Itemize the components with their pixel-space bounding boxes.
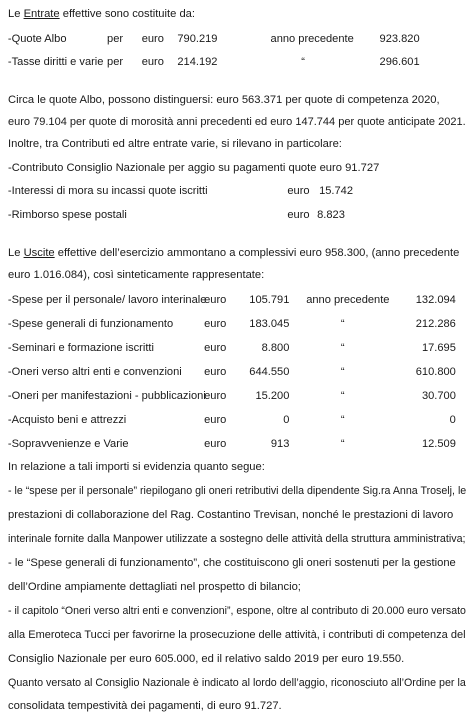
paragraph-line: Inoltre, tra Contributi ed altre entrate varie, si rilevano in particolare: — [8, 138, 342, 150]
entrate-row-prev-label: anno precedente — [270, 33, 354, 45]
paragraph-line: - le “Spese generali di funzionamento”, che costituiscono gli oneri sostenuti per la gestione — [8, 557, 456, 569]
uscite-row-euro: euro — [204, 414, 227, 426]
uscite-intro-line2: euro 1.016.084), così sinteticamente rappresentate: — [8, 269, 265, 281]
entrate-intro — [8, 7, 195, 21]
uscite-row — [0, 437, 466, 451]
uscite-row-label: -Acquisto beni e attrezzi — [7, 414, 127, 426]
uscite-intro-post: effettive dell’esercizio ammontano a complessivi euro 958.300, (anno precedente — [54, 247, 460, 259]
uscite-row-label: -Spese generali di funzionamento — [7, 318, 174, 330]
uscite-row-label: -Oneri verso altri enti e convenzioni — [7, 366, 182, 378]
paragraph-line: alla Emeroteca Tucci per favorirne la prosecuzione delle attività, i contributi di competenza del — [8, 629, 466, 641]
uscite-row-prev-value: 610.800 — [415, 366, 456, 378]
uscite-row — [0, 341, 466, 355]
uscite-row-euro: euro — [204, 438, 227, 450]
uscite-row-prev-value: 212.286 — [415, 318, 456, 330]
uscite-intro-pre: Le — [8, 247, 24, 259]
uscite-row-prev-label: “ — [340, 438, 345, 450]
entrate-row-value: 214.192 — [177, 56, 218, 68]
entrate-intro-post: effettive sono costituite da: — [59, 8, 196, 20]
entrate-row-euro: euro — [141, 33, 164, 45]
uscite-row-euro: euro — [204, 318, 227, 330]
entrate-row-value: 790.219 — [177, 33, 218, 45]
uscite-row — [0, 413, 466, 427]
uscite-row-prev-value: 0 — [449, 414, 456, 426]
entrate-row-per: per — [107, 33, 124, 45]
uscite-row-euro: euro — [204, 342, 227, 354]
uscite-row-prev-label: anno precedente — [306, 294, 390, 306]
entrate-row-prev-label: “ — [301, 56, 305, 68]
paragraph-line: - il capitolo “Oneri verso altri enti e convenzioni”, espone, oltre al contributo di 20.000 euro versato — [8, 605, 466, 617]
entrate-word: Entrate — [23, 8, 60, 20]
paragraph-line: euro 79.104 per quote di morosità anni precedenti ed euro 147.744 per quote anticipate 2021. — [8, 116, 466, 128]
uscite-row-prev-value: 12.509 — [421, 438, 456, 450]
uscite-row — [0, 365, 466, 379]
uscite-row-prev-value: 17.695 — [421, 342, 456, 354]
paragraph-line: Quanto versato al Consiglio Nazionale è indicato al lordo dell’aggio, riconosciuto all’Ordine per la — [8, 677, 466, 689]
contributo-euro: euro — [287, 185, 310, 197]
entrate-row-prev-value: 923.820 — [379, 33, 420, 45]
uscite-row — [0, 389, 466, 403]
uscite-word: Uscite — [23, 247, 55, 259]
entrate-row — [0, 32, 466, 46]
contributo-label: -Interessi di mora su incassi quote iscritti — [7, 185, 208, 197]
entrate-row-per: per — [107, 56, 124, 68]
uscite-row — [0, 317, 466, 331]
uscite-row-prev-value: 132.094 — [415, 294, 456, 306]
uscite-row-label: -Spese per il personale/ lavoro interinale — [7, 294, 207, 306]
entrate-intro-pre: Le — [8, 8, 24, 20]
paragraph-line: Circa le quote Albo, possono distinguersi: euro 563.371 per quote di competenza 2020, — [8, 94, 440, 106]
paragraph-line: interinale fornite dalla Manpower utilizzate a sostegno delle attività della struttura amministrativa; — [8, 533, 466, 545]
uscite-row — [0, 293, 466, 307]
contributo-value: 8.823 — [317, 209, 345, 221]
uscite-row-prev-label: “ — [340, 342, 345, 354]
contributo-row — [0, 184, 466, 198]
uscite-row-prev-label: “ — [340, 366, 345, 378]
entrate-row-label: -Tasse diritti e varie — [7, 56, 104, 68]
paragraph-line: In relazione a tali importi si evidenzia quanto segue: — [8, 461, 265, 473]
uscite-row-label: -Oneri per manifestazioni - pubblicazioni — [7, 390, 206, 402]
entrate-row-label: -Quote Albo — [7, 33, 67, 45]
uscite-row-value: 15.200 — [255, 390, 290, 402]
uscite-row-label: -Sopravvenienze e Varie — [7, 438, 129, 450]
contributo-row — [0, 208, 466, 222]
uscite-row-value: 913 — [270, 438, 290, 450]
paragraph-line: - le “spese per il personale” riepilogano gli oneri retributivi della dipendente Sig.ra Anna Troselj, le — [8, 485, 467, 497]
uscite-intro — [8, 246, 459, 260]
contributo-value: 15.742 — [319, 185, 354, 197]
uscite-row-label: -Seminari e formazione iscritti — [7, 342, 154, 354]
paragraph-line: dell’Ordine ampiamente dettagliati nel prospetto di bilancio; — [8, 581, 301, 593]
entrate-row-prev-value: 296.601 — [379, 56, 420, 68]
entrate-row-euro: euro — [141, 56, 164, 68]
uscite-row-value: 105.791 — [249, 294, 290, 306]
contributo-label: -Rimborso spese postali — [7, 209, 127, 221]
uscite-row-prev-label: “ — [340, 390, 345, 402]
uscite-row-value: 644.550 — [249, 366, 290, 378]
uscite-row-prev-label: “ — [340, 414, 345, 426]
entrate-row — [0, 55, 466, 69]
contributo-euro: euro — [287, 209, 310, 221]
uscite-row-value: 8.800 — [261, 342, 290, 354]
uscite-row-euro: euro — [204, 294, 227, 306]
paragraph-line: Consiglio Nazionale per euro 605.000, ed il relativo saldo 2019 per euro 19.550. — [8, 653, 405, 665]
uscite-row-euro: euro — [204, 390, 227, 402]
paragraph-line: prestazioni di collaborazione del Rag. Costantino Trevisan, nonché le prestazioni di lavoro — [8, 509, 454, 521]
uscite-row-prev-value: 30.700 — [421, 390, 456, 402]
paragraph-line: consolidata tempestività dei pagamenti, di euro 91.727. — [8, 700, 282, 712]
uscite-row-value: 0 — [283, 414, 290, 426]
uscite-row-euro: euro — [204, 366, 227, 378]
uscite-row-prev-label: “ — [340, 318, 345, 330]
uscite-row-value: 183.045 — [249, 318, 290, 330]
contributo-row: -Contributo Consiglio Nazionale per aggio su pagamenti quote euro 91.727 — [8, 162, 380, 174]
